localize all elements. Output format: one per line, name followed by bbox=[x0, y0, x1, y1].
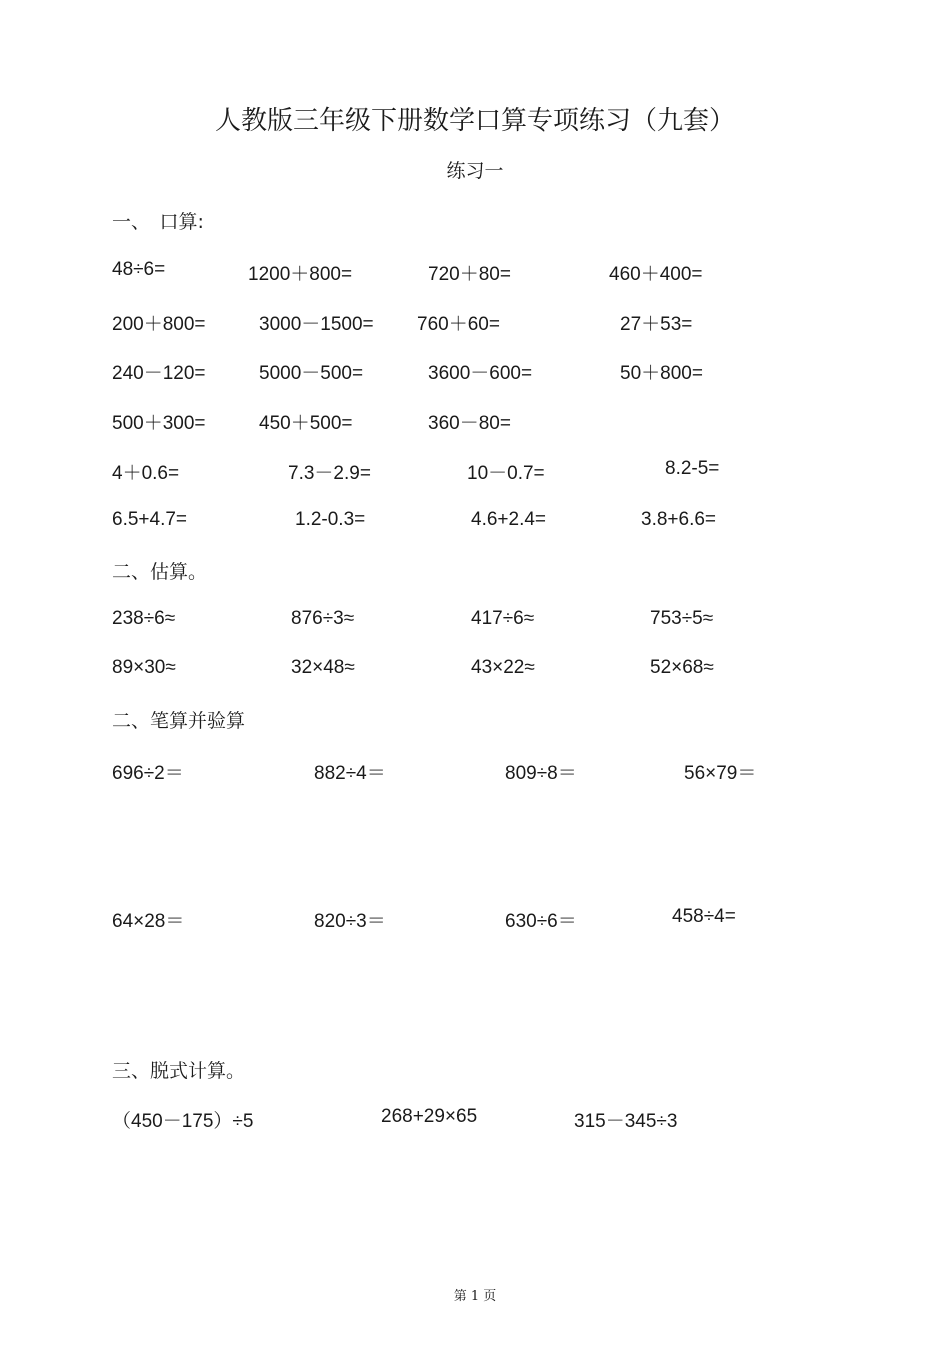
problem: 268+29×65 bbox=[381, 1106, 478, 1127]
problem: 7.3－2.9= bbox=[288, 463, 371, 484]
problem: 696÷2＝ bbox=[112, 763, 184, 784]
problem: 4.6+2.4= bbox=[471, 509, 547, 530]
problem: 6.5+4.7= bbox=[112, 509, 188, 530]
problem: 43×22≈ bbox=[471, 657, 535, 678]
problem: 10－0.7= bbox=[467, 463, 545, 484]
problem: 720＋80= bbox=[428, 264, 511, 285]
section-heading-estimation: 二、估算。 bbox=[112, 561, 208, 583]
problem: 4＋0.6= bbox=[112, 463, 180, 484]
problem: 630÷6＝ bbox=[505, 911, 577, 932]
problem: （450－175）÷5 bbox=[112, 1111, 254, 1132]
problem: 56×79＝ bbox=[684, 763, 757, 784]
exercise-subtitle: 练习一 bbox=[446, 160, 504, 182]
page-title: 人教版三年级下册数学口算专项练习（九套） bbox=[214, 106, 735, 136]
problem: 27＋53= bbox=[620, 314, 693, 335]
problem: 1200＋800= bbox=[248, 264, 353, 285]
problem: 3000－1500= bbox=[259, 314, 374, 335]
problem: 89×30≈ bbox=[112, 657, 176, 678]
section-heading-mental-math: 一、 口算: bbox=[112, 211, 204, 233]
problem: 315－345÷3 bbox=[574, 1111, 678, 1132]
problem: 500＋300= bbox=[112, 413, 206, 434]
problem: 238÷6≈ bbox=[112, 608, 176, 629]
problem: 48÷6= bbox=[112, 259, 166, 280]
problem: 360－80= bbox=[428, 413, 511, 434]
section-heading-step-calculation: 三、脱式计算。 bbox=[112, 1060, 246, 1082]
problem: 8.2-5= bbox=[665, 458, 720, 479]
problem: 760＋60= bbox=[417, 314, 500, 335]
problem: 820÷3＝ bbox=[314, 911, 386, 932]
problem: 3.8+6.6= bbox=[641, 509, 717, 530]
problem: 200＋800= bbox=[112, 314, 206, 335]
page-number: 第 1 页 bbox=[453, 1289, 497, 1304]
problem: 32×48≈ bbox=[291, 657, 355, 678]
problem: 450＋500= bbox=[259, 413, 353, 434]
problem: 5000－500= bbox=[259, 363, 364, 384]
problem: 753÷5≈ bbox=[650, 608, 714, 629]
problem: 882÷4＝ bbox=[314, 763, 386, 784]
problem: 240－120= bbox=[112, 363, 206, 384]
problem: 3600－600= bbox=[428, 363, 533, 384]
problem: 52×68≈ bbox=[650, 657, 714, 678]
section-heading-written-calculation: 二、笔算并验算 bbox=[112, 710, 246, 732]
problem: 460＋400= bbox=[609, 264, 703, 285]
problem: 417÷6≈ bbox=[471, 608, 535, 629]
problem: 876÷3≈ bbox=[291, 608, 355, 629]
problem: 809÷8＝ bbox=[505, 763, 577, 784]
problem: 1.2-0.3= bbox=[295, 509, 366, 530]
problem: 50＋800= bbox=[620, 363, 703, 384]
problem: 64×28＝ bbox=[112, 911, 185, 932]
problem: 458÷4= bbox=[672, 906, 736, 927]
